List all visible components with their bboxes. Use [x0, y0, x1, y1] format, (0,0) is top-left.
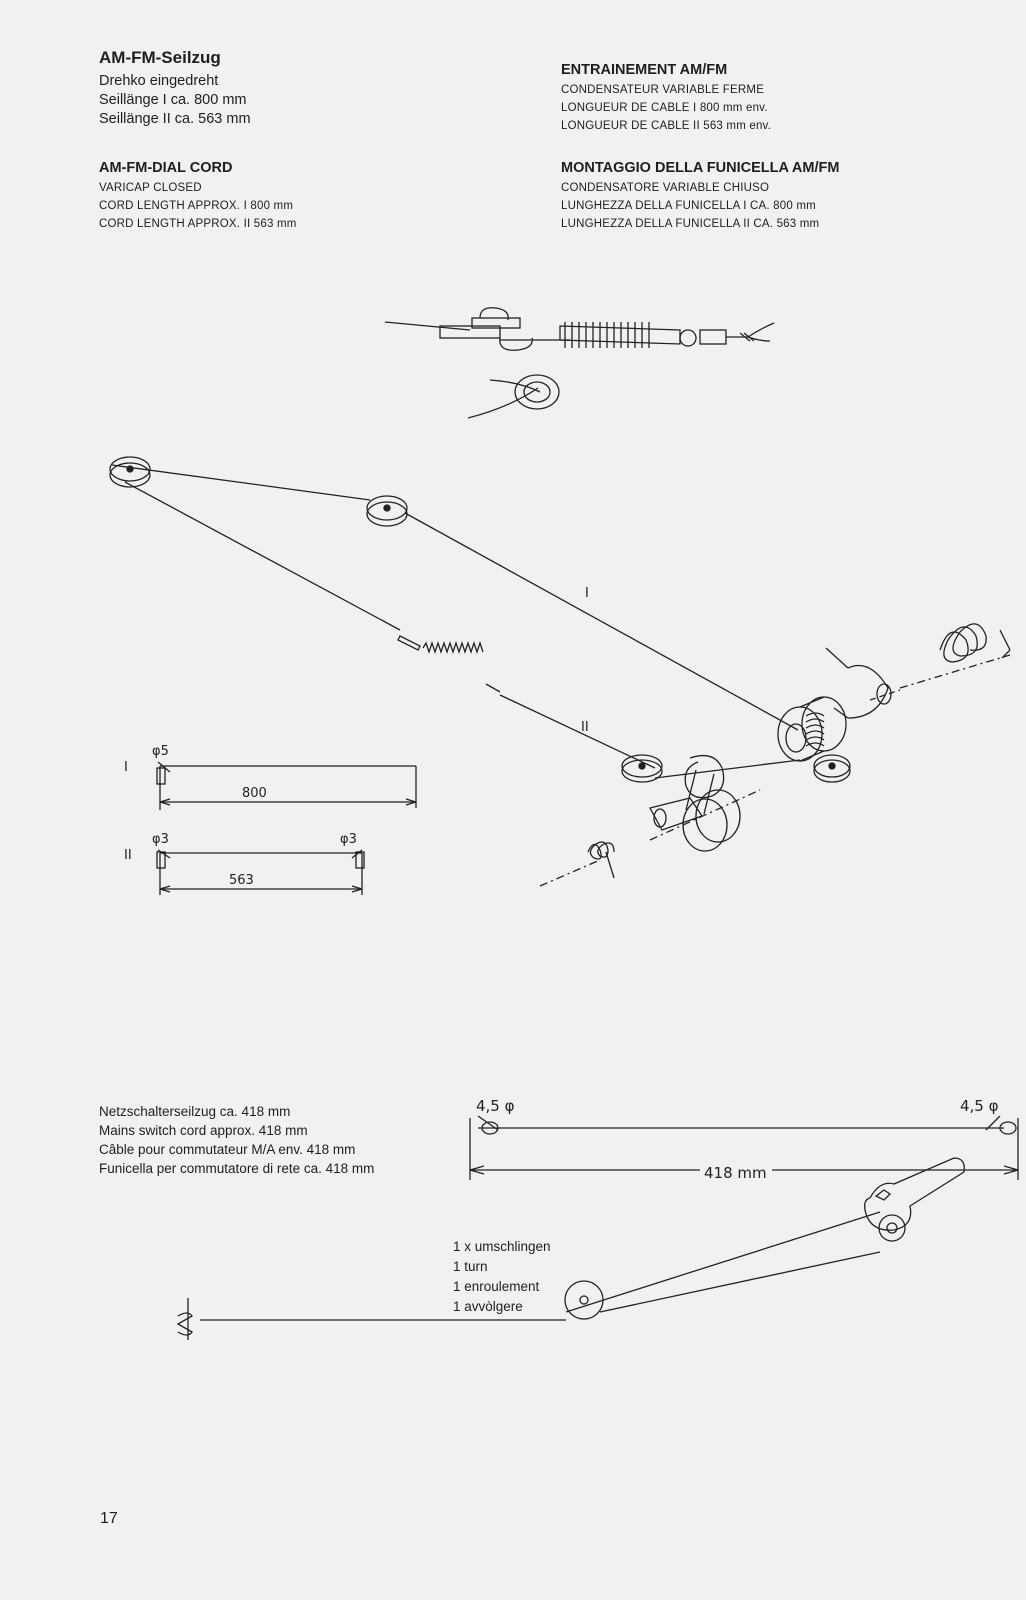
italian-line-1: CONDENSATORE VARIABLE CHIUSO [561, 182, 770, 194]
knot-detail [468, 375, 559, 418]
drive-drum [778, 697, 850, 782]
mains-cord-text [99, 1102, 374, 1178]
cord-label-ii: II [581, 720, 589, 735]
german-title: AM-FM-Seilzug [99, 48, 221, 67]
italian-line-2: LUNGHEZZA DELLA FUNICELLA I CA. 800 mm [561, 200, 816, 212]
italian-title: MONTAGGIO DELLA FUNICELLA AM/FM [561, 160, 840, 176]
dim-563-row: II [124, 848, 132, 863]
cord-label-i: I [585, 586, 589, 601]
dim-800 [124, 744, 416, 810]
lower-pulley [650, 756, 740, 851]
dim-563-diameter-right: φ3 [340, 832, 357, 847]
german-line-1: Drehko eingedreht [99, 73, 219, 89]
small-spring-bottom [540, 790, 760, 886]
english-line-3: CORD LENGTH APPROX. II 563 mm [99, 218, 297, 230]
english-line-1: VARICAP CLOSED [99, 182, 202, 194]
cord-spring [398, 636, 500, 692]
turn-note-en: 1 turn [453, 1259, 488, 1274]
dial-cord-lines [112, 465, 800, 778]
german-line-2: Seillänge I ca. 800 mm [99, 92, 247, 108]
turn-note-it: 1 avvòlgere [453, 1299, 523, 1314]
mains-cord-dimension [470, 1097, 1018, 1182]
turn-note-de: 1 x umschlingen [453, 1239, 551, 1254]
mains-line-en: Mains switch cord approx. 418 mm [99, 1123, 308, 1138]
mains-line-fr: Câble pour commutateur M/A env. 418 mm [99, 1142, 356, 1157]
spring-hook-detail [385, 308, 774, 351]
pulley-a [110, 457, 150, 487]
spiral-spring-right [940, 624, 1010, 662]
english-line-2: CORD LENGTH APPROX. I 800 mm [99, 200, 294, 212]
page-number: 17 [100, 1510, 118, 1527]
dim-563 [124, 832, 364, 895]
spindle-lever [826, 648, 1010, 718]
french-line-1: CONDENSATEUR VARIABLE FERME [561, 84, 765, 96]
dim-563-diameter-left: φ3 [152, 832, 169, 847]
french-line-2: LONGUEUR DE CABLE I 800 mm env. [561, 102, 768, 114]
italian-line-3: LUNGHEZZA DELLA FUNICELLA II CA. 563 mm [561, 218, 820, 230]
dim-800-diameter: φ5 [152, 744, 169, 759]
french-line-3: LONGUEUR DE CABLE II 563 mm env. [561, 120, 772, 132]
french-title: ENTRAINEMENT AM/FM [561, 62, 728, 78]
mains-length: 418 mm [704, 1164, 767, 1182]
german-line-3: Seillänge II ca. 563 mm [99, 111, 251, 127]
dim-563-length: 563 [229, 873, 254, 888]
mains-diameter-left: 4,5 φ [476, 1097, 515, 1115]
pulley-b [367, 496, 407, 526]
dim-800-length: 800 [242, 786, 267, 801]
english-title: AM-FM-DIAL CORD [99, 160, 233, 176]
turn-note-fr: 1 enroulement [453, 1279, 540, 1294]
mains-line-de: Netzschalterseilzug ca. 418 mm [99, 1104, 291, 1119]
mains-line-it: Funicella per commutatore di rete ca. 418 mm [99, 1161, 375, 1176]
switch-cord-drawing [178, 1158, 964, 1340]
turn-note [453, 1237, 551, 1317]
dim-800-row: I [124, 760, 128, 775]
mains-diameter-right: 4,5 φ [960, 1097, 999, 1115]
